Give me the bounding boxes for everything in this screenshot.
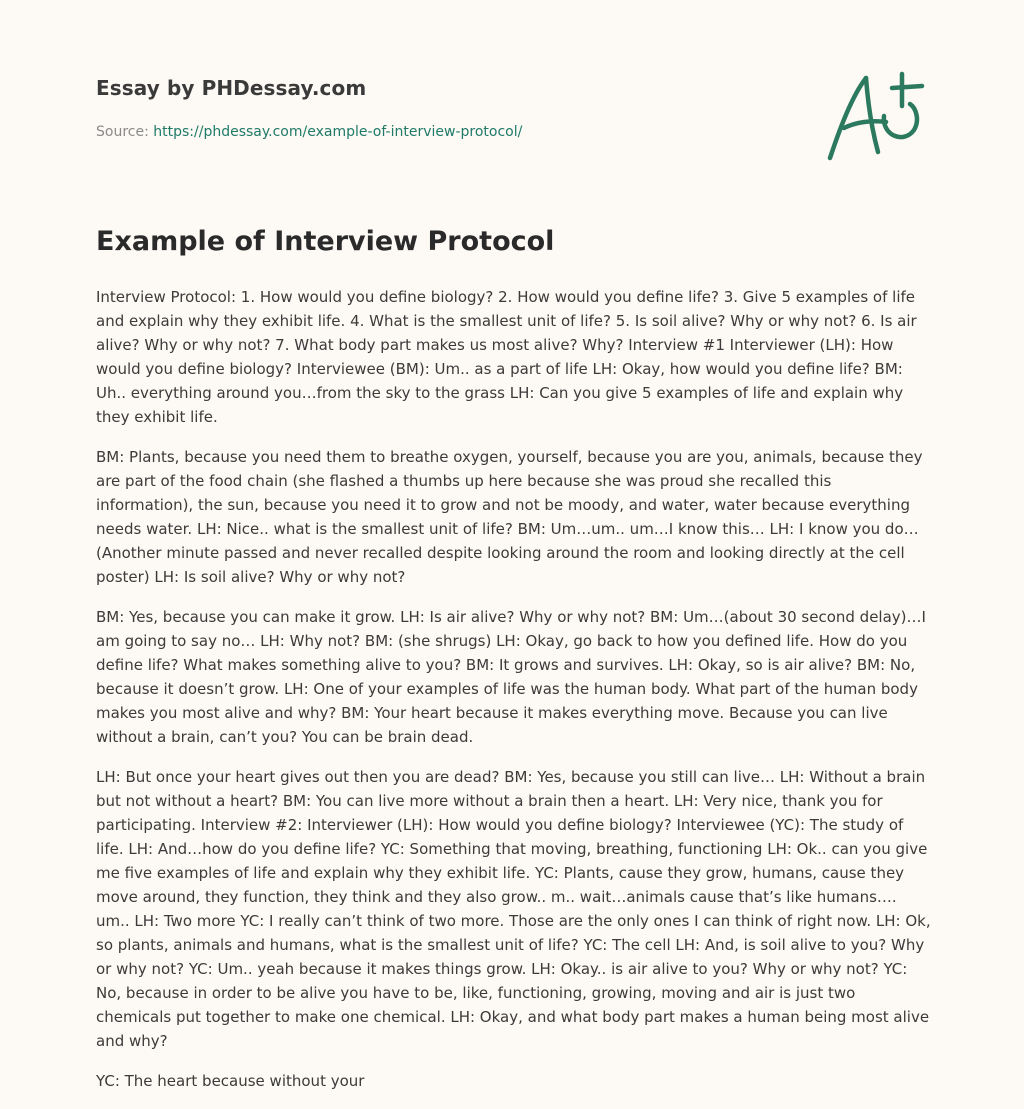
source-line (96, 124, 522, 140)
site-brand: Essay by PHDessay.com (96, 76, 367, 100)
source-link[interactable]: https://phdessay.com/example-of-interview-protocol/ (153, 124, 523, 140)
essay-paragraph: YC: The heart because without your (96, 1072, 365, 1090)
essay-paragraph: BM: Yes, because you can make it grow. LH: Is air alive? Why or why not? BM: Um…(about 30 second delay)…I am going to say no… LH: Why not? BM: (she shrugs) LH: Okay, go back to how you defined life. How do you define life? What makes something alive to you? BM: It grows and survives. LH: Okay, so is air alive? BM: No, because it doesn’t grow. LH: One of your examples of life was the human body. What part of the human body makes you most alive and why? BM: Your heart because it makes everything move. Because you can live without a brain, can’t you? You can be brain dead. (96, 608, 926, 746)
essay-paragraph: Interview Protocol: 1. How would you define biology? 2. How would you define life? 3. Give 5 examples of life and explain why they exhibit life. 4. What is the smallest unit of life? 5. Is soil alive? Why or why not? 6. Is air alive? Why or why not? 7. What body part makes us most alive? Why? Interview #1 Interviewer (LH): How would you define biology? Interviewee (BM): Um.. as a part of life LH: Okay, how would you define life? BM: Uh.. everything around you…from the sky to the grass LH: Can you give 5 examples of life and explain why they exhibit life. (96, 288, 917, 426)
essay-paragraph: BM: Plants, because you need them to breathe oxygen, yourself, because you are you, animals, because they are part of the food chain (she flashed a thumbs up here because she was proud she recalled this information), the sun, because you need it to grow and not be moody, and water, water because everything needs water. LH: Nice.. what is the smallest unit of life? BM: Um…um.. um…I know this… LH: I know you do… (Another minute passed and never recalled despite looking around the room and looking directly at the cell poster) LH: Is soil alive? Why or why not? (96, 448, 923, 586)
source-label: Source: (96, 124, 154, 140)
essay-title: Example of Interview Protocol (96, 226, 555, 257)
essay-paragraph: LH: But once your heart gives out then you are dead? BM: Yes, because you still can live… LH: Without a brain but not without a heart? BM: You can live more without a brain then a heart. LH: Very nice, thank you for participating. Interview #2: Interviewer (LH): How would you define biology? Interviewee (YC): The study of life. LH: And…how do you define life? YC: Something that moving, breathing, functioning LH: Ok.. can you give me five examples of life and explain why they exhibit life. YC: Plants, cause they grow, humans, cause they move around, they function, they think and they also grow.. m.. wait…animals cause that’s like humans…. um.. LH: Two more YC: I really can’t think of two more. Those are the only ones I can think of right now. LH: Ok, so plants, animals and humans, what is the smallest unit of life? YC: The cell LH: And, is soil alive to you? Why or why not? YC: Um.. yeah because it makes things grow. LH: Okay.. is air alive to you? Why or why not? YC: No, because in order to be alive you have to be, like, functioning, growing, moving and air is just two chemicals put together to make one chemical. LH: Okay, and what body part makes a human being most alive and why? (96, 768, 931, 1050)
essay-body (96, 285, 931, 1109)
a-plus-grade-icon (822, 66, 932, 166)
